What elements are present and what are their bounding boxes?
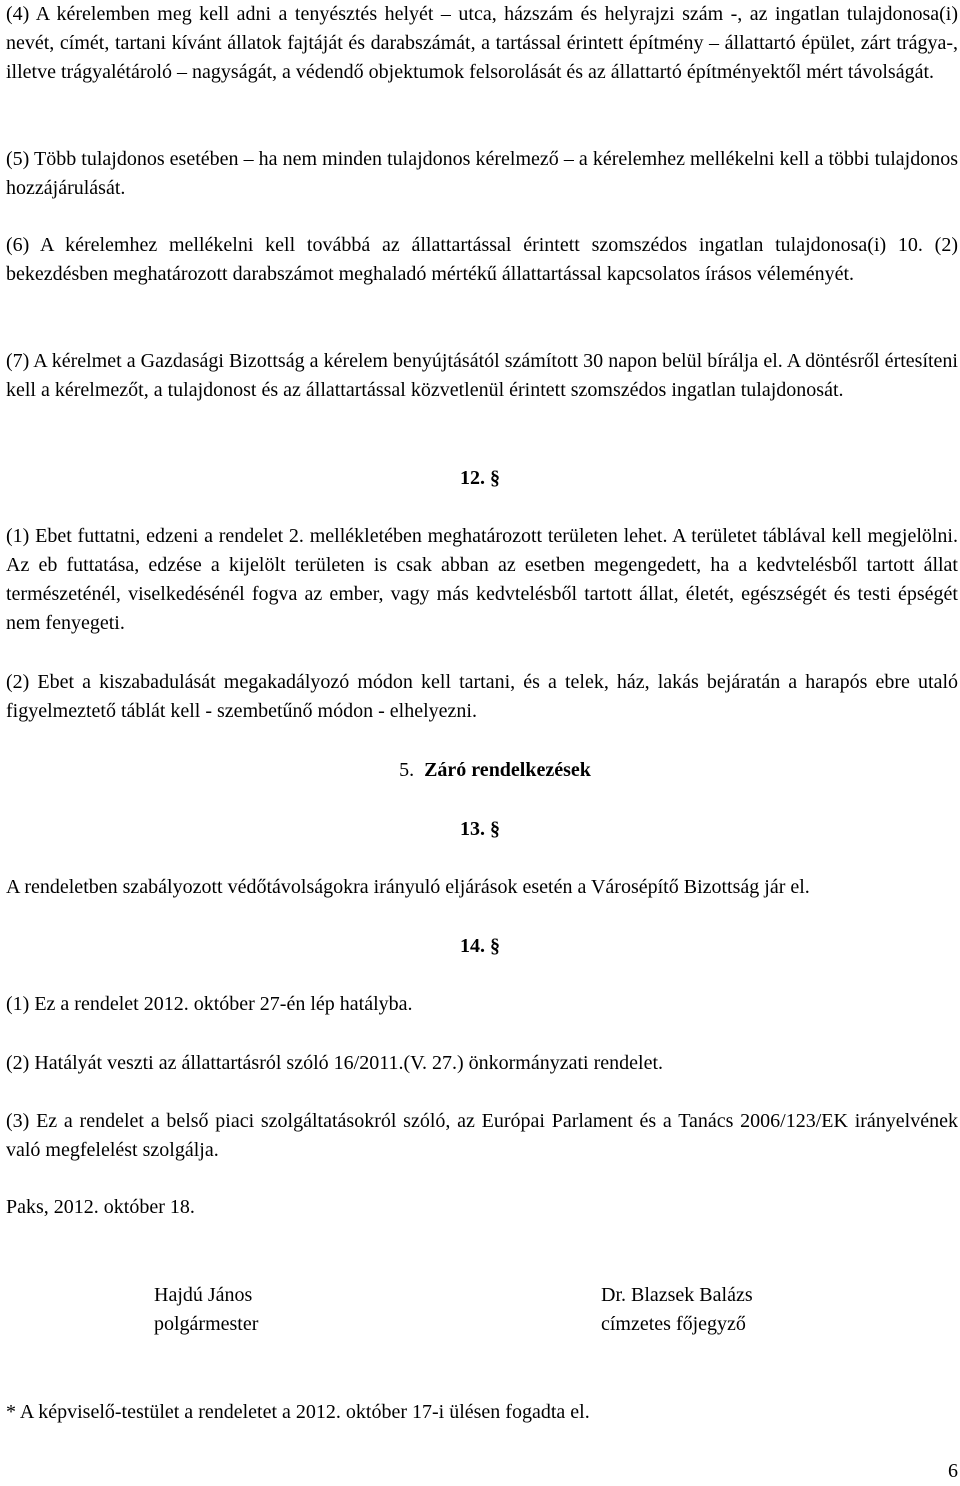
chapter-5-number: 5.: [399, 759, 415, 781]
section-14-paragraph-3: [6, 1107, 958, 1165]
place-and-date-text: Paks, 2012. október 18.: [6, 1196, 195, 1218]
section-12-paragraph-2-text: (2) Ebet a kiszabadulását megakadályozó módon kell tartani, és a telek, ház, lakás bejáratán a harapós ebre utaló figyelmeztető táblát kell - szembetűnő módon - elhelyezni.: [6, 671, 958, 722]
footnote-text: * A képviselő-testület a rendeletet a 2012. október 17-i ülésen fogadta el.: [6, 1401, 590, 1423]
paragraph-sign-icon: §: [490, 467, 500, 489]
signature-left: [154, 1281, 258, 1339]
page-number: 6: [948, 1460, 958, 1482]
paragraph-7: [6, 347, 958, 405]
section-14-paragraph-1-text: (1) Ez a rendelet 2012. október 27-én lép hatályba.: [6, 993, 413, 1015]
paragraph-sign-icon: §: [490, 935, 500, 957]
signature-right: [601, 1281, 753, 1339]
section-13-paragraph-1-text: A rendeletben szabályozott védőtávolságokra irányuló eljárások esetén a Városépítő Bizottság jár el.: [6, 876, 810, 898]
chapter-5-name: Záró rendelkezések: [424, 759, 591, 781]
section-12-heading: [0, 464, 960, 493]
section-14-heading: [0, 932, 960, 961]
section-14-number: 14.: [460, 935, 490, 957]
section-14-paragraph-2-text: (2) Hatályát veszti az állattartásról szóló 16/2011.(V. 27.) önkormányzati rendelet.: [6, 1052, 664, 1074]
section-12-paragraph-1-text: (1) Ebet futtatni, edzeni a rendelet 2. mellékletében meghatározott területen lehet. A területet táblával kell megjelölni. Az eb futtatása, edzése a kijelölt területen is csak abban az esetben megengedett, ha a kedvtelésből tartott állat természeténél, viselkedésénél fogva az ember, vagy más kedvtelésből tartott állat, életét, egészségét és testi épségét nem fenyegeti.: [6, 525, 958, 634]
signature-left-name: Hajdú János: [154, 1284, 253, 1306]
paragraph-5-text: (5) Több tulajdonos esetében – ha nem minden tulajdonos kérelmező – a kérelemhez mellékelni kell a többi tulajdonos hozzájárulását.: [6, 148, 958, 199]
place-and-date: [6, 1193, 958, 1222]
paragraph-4-text: (4) A kérelemben meg kell adni a tenyésztés helyét – utca, házszám és helyrajzi szám -, az ingatlan tulajdonosa(i) nevét, címét, tartani kívánt állatok fajtáját és darabszámát, a tartással érintett építmény – állattartó épület, zárt trágya-, illetve trágyalétároló – nagyságát, a védendő objektumok felsorolását és az állattartó építményektől mért távolságát.: [6, 3, 958, 83]
paragraph-5: [6, 145, 958, 203]
paragraph-6-text: (6) A kérelemhez mellékelni kell továbbá az állattartással érintett szomszédos ingatlan tulajdonosa(i) 10. (2) bekezdésben meghatározott darabszámot meghaladó mértékű állattartással kapcsolatos írásos véleményét.: [6, 234, 958, 285]
section-12-paragraph-1: [6, 522, 958, 638]
signature-left-title: polgármester: [154, 1313, 259, 1335]
section-12-paragraph-2: [6, 668, 958, 726]
section-13-number: 13.: [460, 818, 490, 840]
paragraph-sign-icon: §: [490, 818, 500, 840]
paragraph-6: [6, 231, 958, 289]
signature-right-title: címzetes főjegyző: [601, 1313, 746, 1335]
section-14-paragraph-1: [6, 990, 958, 1019]
paragraph-7-text: (7) A kérelmet a Gazdasági Bizottság a kérelem benyújtásától számított 30 napon belül bírálja el. A döntésről értesíteni kell a kérelmezőt, a tulajdonost és az állattartással közvetlenül érintett szomszédos ingatlan tulajdonosát.: [6, 350, 958, 401]
section-13-paragraph-1: [6, 873, 958, 902]
section-12-number: 12.: [460, 467, 490, 489]
signature-right-name: Dr. Blazsek Balázs: [601, 1284, 753, 1306]
paragraph-4: [6, 0, 958, 87]
footnote: [6, 1398, 590, 1427]
section-14-paragraph-3-text: (3) Ez a rendelet a belső piaci szolgáltatásokról szóló, az Európai Parlament és a Tanács 2006/123/EK irányelvének való megfelelést szolgálja.: [6, 1110, 958, 1161]
section-14-paragraph-2: [6, 1049, 958, 1078]
chapter-5-title: [0, 756, 960, 785]
section-13-heading: [0, 815, 960, 844]
